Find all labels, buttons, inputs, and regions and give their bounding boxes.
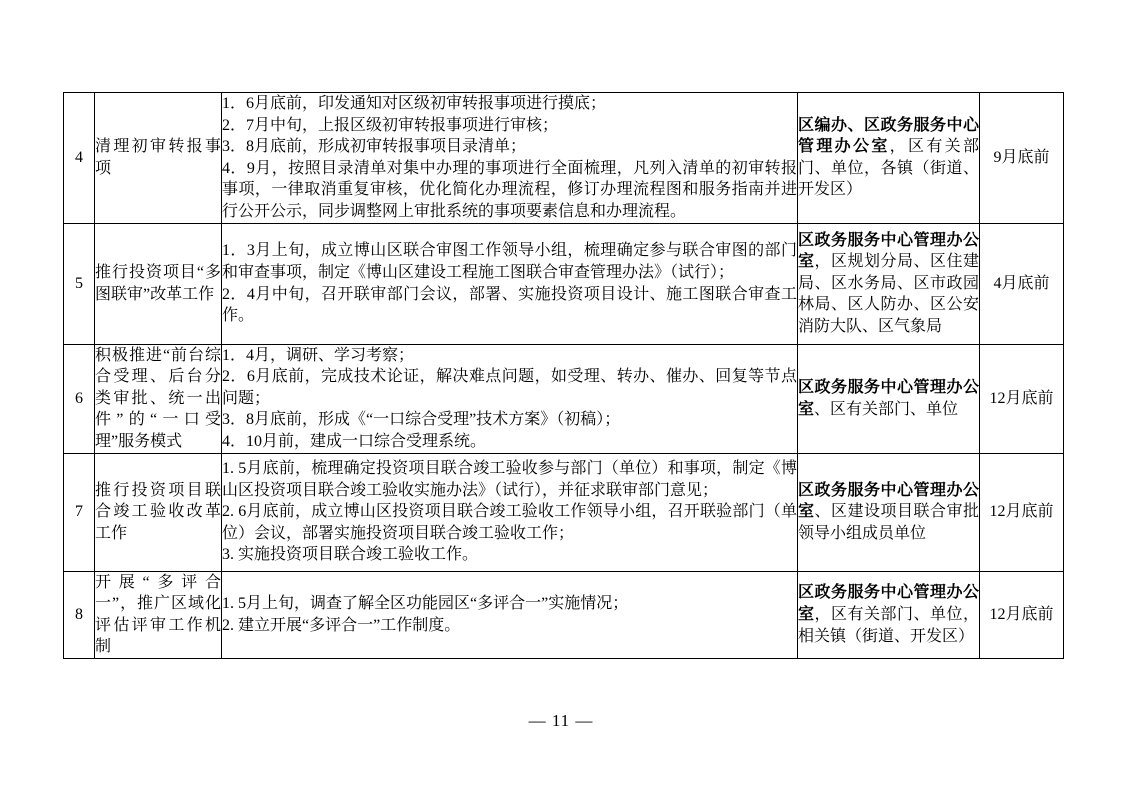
step-line: 1. 5月底前，梳理确定投资项目联合竣工验收参与部门（单位）和事项，制定《博山区投资项目联合竣工验收实施办法》（试行），并征求联审部门意见； xyxy=(222,460,797,499)
row-number: 6 xyxy=(64,344,95,453)
deadline: 12月底前 xyxy=(980,453,1064,571)
responsible-departments xyxy=(798,344,980,453)
task-name: 清理初审转报事项 xyxy=(95,93,222,224)
department-rest: ，区有关部门、单位，相关镇（街道、开发区） xyxy=(798,605,979,645)
table-row xyxy=(64,571,1064,658)
step-line: 2．6月底前，完成技术论证，解决难点问题，如受理、转办、催办、回复等节点问题； xyxy=(222,368,797,407)
step-line: 2. 6月底前，成立博山区投资项目联合竣工验收工作领导小组，召开联验部门（单位）会议，部署实施投资项目联合竣工验收工作； xyxy=(222,503,797,542)
table-row xyxy=(64,93,1064,224)
step-line: 4．10月前，建成一口综合受理系统。 xyxy=(222,432,487,450)
responsible-departments xyxy=(798,571,980,658)
step-line: 3．8月底前，形成初审转报事项目录清单； xyxy=(222,138,527,156)
deadline: 12月底前 xyxy=(980,344,1064,453)
task-steps xyxy=(222,571,798,658)
step-line: 4．9月，按照目录清单对集中办理的事项进行全面梳理，凡列入清单的初审转报事项，一律取消重复审核，优化简化办理流程，修订办理流程图和服务指南并进行公开公示，同步调整网上审批系统的事项要素信息和办理流程。 xyxy=(222,159,797,220)
task-steps xyxy=(222,453,798,571)
department-rest: ，区规划分局、区住建局、区水务局、区市政园林局、区人防办、区公安消防大队、区气象局 xyxy=(798,253,979,335)
step-line: 1．3月上旬，成立博山区联合审图工作领导小组，梳理确定参与联合审图的部门和审查事项，制定《博山区建设工程施工图联合审查管理办法》（试行）； xyxy=(222,242,797,281)
deadline: 12月底前 xyxy=(980,571,1064,658)
row-number: 8 xyxy=(64,571,95,658)
step-line: 2．7月中旬，上报区级初审转报事项进行审核； xyxy=(222,116,559,134)
step-line: 3. 实施投资项目联合竣工验收工作。 xyxy=(222,546,479,564)
task-name: 积极推进“前台综合受理、后台分类审批、统一出件”的“一口受理”服务模式 xyxy=(95,344,222,453)
task-steps xyxy=(222,93,798,224)
step-line: 1．4月，调研、学习考察； xyxy=(222,346,415,364)
table-row xyxy=(64,453,1064,571)
step-line: 3．8月底前，形成《“一口综合受理”技术方案》（初稿）； xyxy=(222,411,621,429)
task-name: 推行投资项目联合竣工验收改革工作 xyxy=(95,453,222,571)
row-number: 5 xyxy=(64,223,95,344)
responsible-departments xyxy=(798,453,980,571)
task-steps xyxy=(222,223,798,344)
task-name: 开展“多评合一”，推广区域化评估评审工作机制 xyxy=(95,571,222,658)
task-steps xyxy=(222,344,798,453)
department-lead: 区政务服务中心管理办公室 xyxy=(798,481,979,521)
department-lead: 区政务服务中心管理办公室 xyxy=(798,378,979,418)
responsible-departments xyxy=(798,93,980,224)
deadline: 4月底前 xyxy=(980,223,1064,344)
department-rest: ，区有关部门、单位，各镇（街道、开发区） xyxy=(798,138,979,199)
row-number: 4 xyxy=(64,93,95,224)
table-row xyxy=(64,344,1064,453)
page-number: — 11 — xyxy=(528,711,594,730)
step-line: 1. 5月上旬，调查了解全区功能园区“多评合一”实施情况； xyxy=(222,595,629,613)
department-lead: 区政务服务中心管理办公室 xyxy=(798,231,979,271)
deadline: 9月底前 xyxy=(980,93,1064,224)
step-line: 2．4月中旬，召开联审部门会议，部署、实施投资项目设计、施工图联合审查工作。 xyxy=(222,285,797,325)
task-name: 推行投资项目“多图联审”改革工作 xyxy=(95,223,222,344)
work-plan-table xyxy=(63,92,1064,659)
step-line: 1．6月底前，印发通知对区级初审转报事项进行摸底； xyxy=(222,95,607,112)
department-rest: 、区有关部门、单位 xyxy=(814,400,959,418)
row-number: 7 xyxy=(64,453,95,571)
department-rest: 、区建设项目联合审批领导小组成员单位 xyxy=(798,503,979,542)
department-lead: 区编办、区政务服务中心管理办公室 xyxy=(798,116,979,156)
step-line: 2. 建立开展“多评合一”工作制度。 xyxy=(222,616,461,634)
responsible-departments xyxy=(798,223,980,344)
department-lead: 区政务服务中心管理办公室 xyxy=(798,584,979,623)
table-row xyxy=(64,223,1064,344)
